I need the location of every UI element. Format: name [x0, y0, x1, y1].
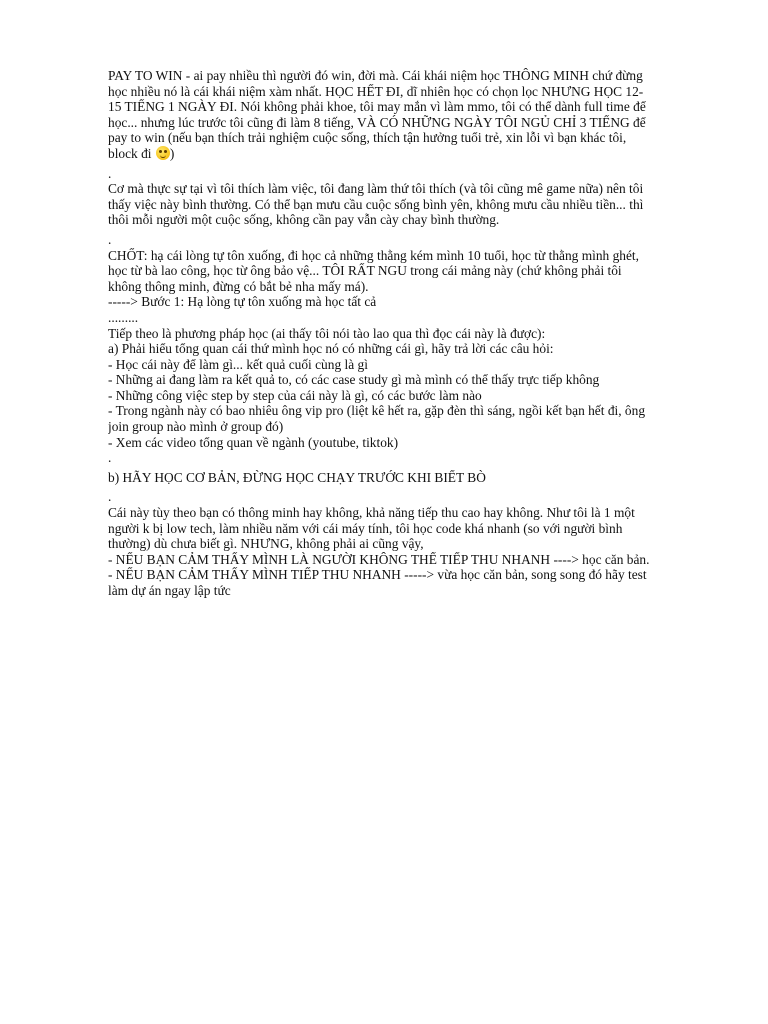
- text-line: PAY TO WIN - ai pay nhiều thì người đó win, đời mà. Cái khái niệm học THÔNG MINH chứ đừng: [108, 68, 643, 83]
- text-line: học từ bà lao công, học từ ông bảo vệ... TÔI RẤT NGU trong cái mảng này (chứ không phải tôi: [108, 263, 622, 279]
- text-fragment: ): [169, 145, 175, 161]
- text-line: Cơ mà thực sự tại vì tôi thích làm việc, tôi đang làm thứ tôi thích (và tôi cũng mê game nữa) nên tôi: [108, 181, 644, 197]
- text-line: thường) dù chưa biết gì. NHƯNG, không phải ai cũng vậy,: [108, 536, 424, 552]
- text-line: 15 TIẾNG 1 NGÀY ĐI. Nói không phải khoe, tôi may mắn vì làm mmo, tôi có thể dành full time để: [108, 99, 646, 115]
- list-item-continuation: join group nào mình ở group đó): [108, 419, 284, 435]
- text-fragment: block đi: [108, 145, 155, 161]
- text-line: người k bị low tech, làm nhiều năm với cái máy tính, tôi học code khá nhanh (so với người bình: [108, 520, 623, 536]
- step-1-line: -----> Bước 1: Hạ lòng tự tôn xuống mà học tất cả: [108, 294, 377, 310]
- list-item: - NẾU BẠN CẢM THẤY MÌNH TIẾP THU NHANH -----> vừa học căn bản, song song đó hãy test: [108, 567, 647, 583]
- text-line: Cái này tùy theo bạn có thông minh hay không, khả năng tiếp thu cao hay không. Như tôi là 1 một: [108, 505, 635, 521]
- separator-dot: .: [108, 489, 112, 505]
- list-item: - Xem các video tổng quan về ngành (youtube, tiktok): [108, 434, 399, 450]
- list-item-continuation: làm dự án ngay lập tức: [108, 583, 231, 598]
- paragraph-method: [108, 326, 714, 451]
- text-line: thôi mỗi người một cuộc sống, không cần pay vẫn cày chay bình thường.: [108, 212, 500, 228]
- separator-dot: .: [108, 231, 112, 247]
- text-line: không thông minh, đừng có bắt bẻ nha mấy má).: [108, 278, 369, 294]
- paragraph-basics: [108, 505, 714, 599]
- text-line: học... nhưng lúc trước tôi cũng đi làm 8 tiếng, VÀ CÓ NHỮNG NGÀY TÔI NGỦ CHỈ 3 TIẾNG để: [108, 114, 646, 130]
- separator-dots: .........: [108, 309, 139, 325]
- text-line: a) Phải hiểu tổng quan cái thứ mình học nó có những cái gì, hãy trả lời các câu hỏi:: [108, 341, 554, 357]
- list-item: - NẾU BẠN CẢM THẤY MÌNH LÀ NGƯỜI KHÔNG THỂ TIẾP THU NHANH ----> học căn bản.: [108, 551, 650, 567]
- paragraph-conclusion: [108, 248, 714, 310]
- separator-dot: .: [108, 165, 112, 181]
- list-item: - Trong ngành này có bao nhiêu ông vip pro (liệt kê hết ra, gặp đèn thì sáng, ngồi kết bạn hết đi, ông: [108, 403, 646, 419]
- paragraph-pay-to-win: [108, 68, 714, 162]
- text-line: học nhiều nó là cái khái niệm xàm nhất. HỌC HẾT ĐI, dĩ nhiên học có chọn lọc NHƯNG HỌC 12-: [108, 83, 644, 99]
- separator-dot: .: [108, 450, 112, 466]
- text-line: [108, 146, 714, 162]
- paragraph-enjoy-work: [108, 181, 714, 228]
- text-line: thấy việc này bình thường. Có thể bạn mưu cầu cuộc sống bình yên, không mưu cầu nhiều tiền... thì: [108, 196, 644, 212]
- document-page: [108, 68, 714, 599]
- text-line: Tiếp theo là phương pháp học (ai thấy tôi nói tào lao qua thì đọc cái này là được):: [108, 325, 546, 341]
- text-line: CHỐT: hạ cái lòng tự tôn xuống, đi học cả những thằng kém mình 10 tuổi, học từ thằng mình ghét,: [108, 247, 639, 263]
- list-item: - Những ai đang làm ra kết quả to, có các case study gì mà mình có thể thấy trực tiếp không: [108, 372, 600, 388]
- text-line: pay to win (nếu bạn thích trải nghiệm cuộc sống, thích tận hưởng tuổi trẻ, xin lỗi vì bạn khác tôi,: [108, 130, 627, 146]
- section-heading-b: b) HÃY HỌC CƠ BẢN, ĐỪNG HỌC CHẠY TRƯỚC KHI BIẾT BÒ: [108, 469, 486, 485]
- emoji-icon: [156, 146, 170, 160]
- list-item: - Những công việc step by step của cái này là gì, có các bước làm nào: [108, 387, 482, 403]
- list-item: - Học cái này để làm gì... kết quả cuối cùng là gì: [108, 356, 368, 372]
